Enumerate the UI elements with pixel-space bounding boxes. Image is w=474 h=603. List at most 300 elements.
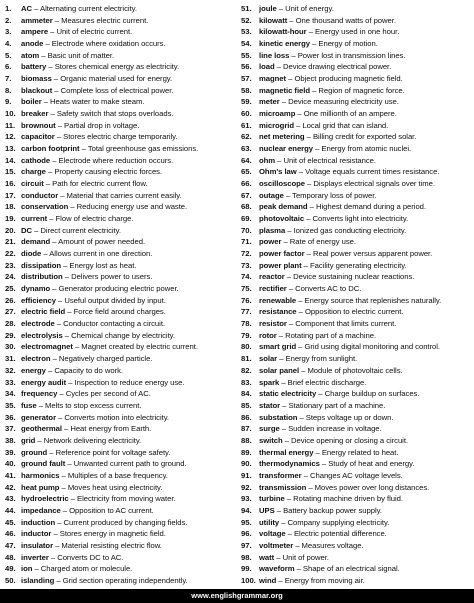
list-item [5, 330, 241, 342]
item-term: smart grid [259, 342, 297, 352]
item-term: ohm [259, 155, 276, 165]
item-definition: – Company supplying electricity. [279, 517, 390, 527]
list-item [5, 400, 241, 412]
item-term: voltage [259, 529, 286, 539]
item-term: microamp [259, 109, 296, 119]
item-number: 36. [5, 412, 16, 422]
item-definition: – Organic material used for energy. [51, 74, 173, 84]
item-number: 34. [5, 389, 16, 399]
list-item [241, 96, 471, 108]
list-item [5, 236, 241, 248]
list-item [5, 283, 241, 295]
item-number: 74. [241, 272, 252, 282]
item-number: 40. [5, 459, 16, 469]
item-number: 69. [241, 214, 252, 224]
item-number: 10. [5, 109, 16, 119]
list-item [241, 190, 471, 202]
item-term: brownout [21, 120, 56, 130]
item-number: 18. [5, 202, 16, 212]
item-term: AC [21, 4, 33, 13]
item-term: substation [259, 412, 298, 422]
website-url: www.englishgrammar.org [191, 591, 283, 600]
item-number: 11. [5, 120, 16, 130]
list-item [5, 528, 241, 540]
item-term: UPS [259, 505, 275, 515]
item-term: renewable [259, 295, 297, 305]
item-number: 49. [5, 564, 16, 574]
item-number: 52. [241, 15, 252, 25]
item-number: 75. [241, 284, 252, 294]
item-definition: – Converts motion into electricity. [56, 412, 170, 422]
item-term: hydroelectric [21, 494, 69, 504]
list-item [5, 96, 241, 108]
list-item [241, 225, 471, 237]
item-definition: – Stores chemical energy as electricity. [46, 62, 180, 72]
item-term: demand [21, 237, 51, 247]
item-term: ion [21, 564, 33, 574]
item-definition: – Region of magnetic force. [310, 85, 405, 95]
item-term: spark [259, 377, 280, 387]
item-definition: – Opposition to electric current. [296, 307, 404, 317]
item-number: 8. [5, 85, 12, 95]
list-item [5, 190, 241, 202]
item-definition: – Alternating current electricity. [32, 4, 137, 13]
item-number: 62. [241, 132, 252, 142]
item-definition: – Magnet created by electric current. [72, 342, 198, 352]
item-definition: – Complete loss of electrical power. [52, 85, 174, 95]
item-term: joule [259, 4, 277, 13]
list-item [241, 318, 471, 330]
item-term: ground [21, 447, 48, 457]
item-number: 20. [5, 225, 16, 235]
item-number: 12. [5, 132, 16, 142]
list-item [241, 365, 471, 377]
item-number: 47. [5, 540, 16, 550]
item-term: electric field [21, 307, 66, 317]
list-item [5, 458, 241, 470]
item-term: fuse [21, 400, 37, 410]
item-term: inductor [21, 529, 52, 539]
list-item [5, 470, 241, 482]
item-definition: – Unit of electrical resistance. [275, 155, 376, 165]
item-definition: – Converts light into electricity. [304, 214, 409, 224]
item-definition: – Converts DC to AC. [48, 552, 124, 562]
item-term: harmonics [21, 470, 60, 480]
list-item [5, 505, 241, 517]
item-number: 7. [5, 74, 12, 84]
item-number: 19. [5, 214, 16, 224]
item-term: static electricity [259, 389, 317, 399]
item-term: meter [259, 97, 280, 107]
item-term: thermal energy [259, 447, 314, 457]
item-term: conservation [21, 202, 69, 212]
list-item [5, 493, 241, 505]
item-term: insulator [21, 540, 54, 550]
vocabulary-list [5, 3, 471, 587]
item-term: transformer [259, 470, 302, 480]
list-item [5, 73, 241, 85]
list-item [5, 85, 241, 97]
item-number: 83. [241, 377, 252, 387]
list-item [5, 120, 241, 132]
item-definition: – Changes AC voltage levels. [301, 470, 403, 480]
item-definition: – Billing credit for exported solar. [304, 132, 417, 142]
item-definition: – Energy of motion. [310, 39, 378, 49]
item-definition: – Reducing energy use and waste. [68, 202, 188, 212]
list-item [241, 85, 471, 97]
item-term: distribution [21, 272, 63, 282]
item-term: photovoltaic [259, 214, 305, 224]
item-term: ammeter [21, 15, 53, 25]
right-column [241, 3, 471, 587]
item-definition: – Multiples of a base frequency. [59, 470, 168, 480]
item-term: kilowatt-hour [259, 27, 307, 37]
item-number: 100. [241, 575, 256, 585]
item-number: 98. [241, 552, 252, 562]
list-item [241, 493, 471, 505]
list-item [5, 166, 241, 178]
item-term: switch [259, 435, 283, 445]
list-item [241, 517, 471, 529]
item-term: rectifier [259, 284, 287, 294]
item-term: ampere [21, 27, 49, 37]
item-definition: – Reference point for voltage safety. [47, 447, 171, 457]
list-item [5, 271, 241, 283]
item-definition: – Useful output divided by input. [55, 295, 166, 305]
item-term: nuclear energy [259, 144, 313, 154]
item-term: plasma [259, 225, 286, 235]
item-definition: – Highest demand during a period. [307, 202, 426, 212]
item-term: resistance [259, 307, 297, 317]
item-number: 31. [5, 354, 16, 364]
item-term: waveform [259, 564, 295, 574]
item-number: 94. [241, 505, 252, 515]
list-item [241, 447, 471, 459]
item-term: generator [21, 412, 57, 422]
item-number: 3. [5, 27, 12, 37]
list-item [241, 330, 471, 342]
item-number: 64. [241, 155, 252, 165]
list-item [241, 306, 471, 318]
item-definition: – Facility generating electricity. [301, 260, 407, 270]
item-term: solar [259, 354, 278, 364]
item-number: 76. [241, 295, 252, 305]
item-term: boiler [21, 97, 42, 107]
item-definition: – Current produced by changing fields. [55, 517, 188, 527]
item-number: 55. [241, 50, 252, 60]
list-item [5, 213, 241, 225]
list-item [5, 306, 241, 318]
item-definition: – Partial drop in voltage. [55, 120, 140, 130]
item-definition: – Capacity to do work. [45, 365, 123, 375]
item-number: 81. [241, 354, 252, 364]
item-term: microgrid [259, 120, 295, 130]
item-number: 93. [241, 494, 252, 504]
item-definition: – Electric potential difference. [285, 529, 387, 539]
item-definition: – Device measuring electricity use. [279, 97, 399, 107]
list-item [5, 108, 241, 120]
item-number: 99. [241, 564, 252, 574]
item-definition: – Temporary loss of power. [283, 190, 377, 200]
list-item [5, 435, 241, 447]
item-definition: – Cycles per second of AC. [57, 389, 151, 399]
item-number: 51. [241, 4, 252, 13]
item-term: load [259, 62, 275, 72]
item-term: dissipation [21, 260, 62, 270]
item-number: 48. [5, 552, 16, 562]
item-definition: – Rate of energy use. [281, 237, 356, 247]
item-term: wind [259, 575, 277, 585]
item-number: 89. [241, 447, 252, 457]
item-term: turbine [259, 494, 285, 504]
item-definition: – Displays electrical signals over time. [304, 179, 435, 189]
item-definition: – Charged atom or molecule. [32, 564, 133, 574]
item-definition: – Object producing magnetic field. [286, 74, 403, 84]
list-item [241, 143, 471, 155]
list-item [5, 131, 241, 143]
item-definition: – Local grid that can island. [294, 120, 389, 130]
list-item [5, 341, 241, 353]
item-term: electrolysis [21, 330, 63, 340]
item-number: 38. [5, 435, 16, 445]
list-item [241, 3, 471, 15]
item-term: thermodynamics [259, 459, 320, 469]
item-definition: – Stationary part of a machine. [280, 400, 386, 410]
item-term: Ohm's law [259, 167, 297, 177]
item-term: watt [259, 552, 275, 562]
list-item [241, 412, 471, 424]
list-item [5, 38, 241, 50]
list-item [241, 213, 471, 225]
list-item [241, 575, 471, 587]
item-number: 63. [241, 144, 252, 154]
item-term: transmission [259, 482, 307, 492]
item-number: 13. [5, 144, 16, 154]
item-definition: – Material that carries current easily. [58, 190, 182, 200]
item-number: 53. [241, 27, 252, 37]
list-item [241, 528, 471, 540]
item-number: 68. [241, 202, 252, 212]
item-definition: – Negatively charged particle. [50, 354, 153, 364]
item-definition: – Charge buildup on surfaces. [316, 389, 420, 399]
list-item [241, 353, 471, 365]
list-item [5, 388, 241, 400]
item-term: electron [21, 354, 51, 364]
list-item [5, 482, 241, 494]
item-term: power factor [259, 249, 305, 259]
item-number: 29. [5, 330, 16, 340]
item-number: 35. [5, 400, 16, 410]
item-definition: – Network delivering electricity. [35, 435, 142, 445]
item-number: 85. [241, 400, 252, 410]
item-term: impedance [21, 505, 61, 515]
item-number: 65. [241, 167, 252, 177]
item-definition: – Device opening or closing a circuit. [282, 435, 409, 445]
item-term: inverter [21, 552, 49, 562]
item-definition: – Allows current in one direction. [41, 249, 153, 259]
list-item [241, 248, 471, 260]
item-number: 58. [241, 85, 252, 95]
item-term: geothermal [21, 424, 62, 434]
item-number: 70. [241, 225, 252, 235]
item-definition: – Total greenhouse gas emissions. [79, 144, 199, 154]
item-number: 37. [5, 424, 16, 434]
item-term: surge [259, 424, 280, 434]
item-term: stator [259, 400, 281, 410]
item-number: 22. [5, 249, 16, 259]
item-definition: – Direct current electricity. [32, 225, 121, 235]
item-definition: – Delivers power to users. [62, 272, 153, 282]
list-item [241, 423, 471, 435]
list-item [241, 388, 471, 400]
item-term: islanding [21, 575, 55, 585]
list-item [241, 120, 471, 132]
item-definition: – Moves heat using electricity. [59, 482, 163, 492]
list-item [241, 552, 471, 564]
item-number: 56. [241, 62, 252, 72]
item-number: 66. [241, 179, 252, 189]
item-number: 73. [241, 260, 252, 270]
item-number: 90. [241, 459, 252, 469]
item-definition: – Rotating part of a machine. [276, 330, 377, 340]
list-item [241, 271, 471, 283]
item-number: 17. [5, 190, 16, 200]
item-number: 60. [241, 109, 252, 119]
list-item [5, 563, 241, 575]
list-item [241, 50, 471, 62]
list-item [241, 260, 471, 272]
item-definition: – Electrode where oxidation occurs. [43, 39, 166, 49]
item-number: 27. [5, 307, 16, 317]
item-definition: – Heats water to make steam. [41, 97, 145, 107]
item-number: 88. [241, 435, 252, 445]
item-term: energy [21, 365, 46, 375]
list-item [5, 412, 241, 424]
item-definition: – Energy from moving air. [276, 575, 365, 585]
item-term: carbon footprint [21, 144, 80, 154]
item-number: 30. [5, 342, 16, 352]
item-term: biomass [21, 74, 52, 84]
item-term: solar panel [259, 365, 300, 375]
item-number: 39. [5, 447, 16, 457]
list-item [5, 517, 241, 529]
item-term: frequency [21, 389, 58, 399]
footer-bar [0, 589, 474, 603]
item-definition: – Melts to stop excess current. [36, 400, 142, 410]
item-definition: – Device drawing electrical power. [274, 62, 392, 72]
item-definition: – Unit of power. [274, 552, 329, 562]
item-term: grid [21, 435, 36, 445]
list-item [241, 108, 471, 120]
list-item [241, 26, 471, 38]
item-number: 61. [241, 120, 252, 130]
item-term: cathode [21, 155, 51, 165]
item-definition: – One millionth of an ampere. [295, 109, 397, 119]
list-item [5, 365, 241, 377]
item-number: 82. [241, 365, 252, 375]
list-item [5, 295, 241, 307]
item-definition: – Energy related to heat. [313, 447, 399, 457]
list-item [5, 15, 241, 27]
item-definition: – Rotating machine driven by fluid. [284, 494, 403, 504]
item-term: power [259, 237, 282, 247]
list-item [241, 341, 471, 353]
item-term: energy audit [21, 377, 67, 387]
item-term: utility [259, 517, 280, 527]
list-item [241, 295, 471, 307]
item-number: 50. [5, 575, 16, 585]
list-item [241, 61, 471, 73]
item-term: circuit [21, 179, 44, 189]
item-definition: – Material resisting electric flow. [53, 540, 162, 550]
item-number: 79. [241, 330, 252, 340]
item-term: dynamo [21, 284, 51, 294]
item-definition: – Measures electric current. [52, 15, 149, 25]
list-item [5, 155, 241, 167]
item-number: 21. [5, 237, 16, 247]
item-number: 24. [5, 272, 16, 282]
list-item [5, 3, 241, 15]
item-term: DC [21, 225, 33, 235]
list-item [241, 470, 471, 482]
item-number: 14. [5, 155, 16, 165]
list-item [241, 201, 471, 213]
item-number: 23. [5, 260, 16, 270]
item-definition: – Ionized gas conducting electricity. [285, 225, 407, 235]
list-item [5, 423, 241, 435]
item-definition: – Amount of power needed. [50, 237, 146, 247]
item-number: 16. [5, 179, 16, 189]
list-item [5, 201, 241, 213]
list-item [5, 248, 241, 260]
list-item [241, 283, 471, 295]
item-number: 26. [5, 295, 16, 305]
item-number: 86. [241, 412, 252, 422]
item-number: 44. [5, 505, 16, 515]
item-number: 32. [5, 365, 16, 375]
item-term: kinetic energy [259, 39, 310, 49]
item-number: 46. [5, 529, 16, 539]
item-definition: – Study of heat and energy. [319, 459, 415, 469]
item-term: heat pump [21, 482, 60, 492]
list-item [5, 26, 241, 38]
list-item [241, 540, 471, 552]
item-definition: – Unit of electric current. [48, 27, 133, 37]
item-number: 91. [241, 470, 252, 480]
item-definition: – Energy from sunlight. [277, 354, 358, 364]
list-item [5, 260, 241, 272]
item-definition: – Power lost in transmission lines. [289, 50, 406, 60]
list-item [241, 435, 471, 447]
item-number: 77. [241, 307, 252, 317]
list-item [5, 377, 241, 389]
item-definition: – Electricity from moving water. [68, 494, 176, 504]
item-number: 87. [241, 424, 252, 434]
item-term: induction [21, 517, 56, 527]
item-definition: – Energy source that replenishes naturally. [296, 295, 442, 305]
item-definition: – Flow of electric charge. [47, 214, 134, 224]
item-number: 97. [241, 540, 252, 550]
item-definition: – Shape of an electrical signal. [294, 564, 400, 574]
item-definition: – Conductor contacting a circuit. [54, 319, 165, 329]
item-term: power plant [259, 260, 302, 270]
item-definition: – Component that limits current. [286, 319, 397, 329]
item-term: magnet [259, 74, 287, 84]
item-term: electrode [21, 319, 55, 329]
item-number: 92. [241, 482, 252, 492]
item-definition: – Unit of energy. [276, 4, 334, 13]
item-number: 45. [5, 517, 16, 527]
